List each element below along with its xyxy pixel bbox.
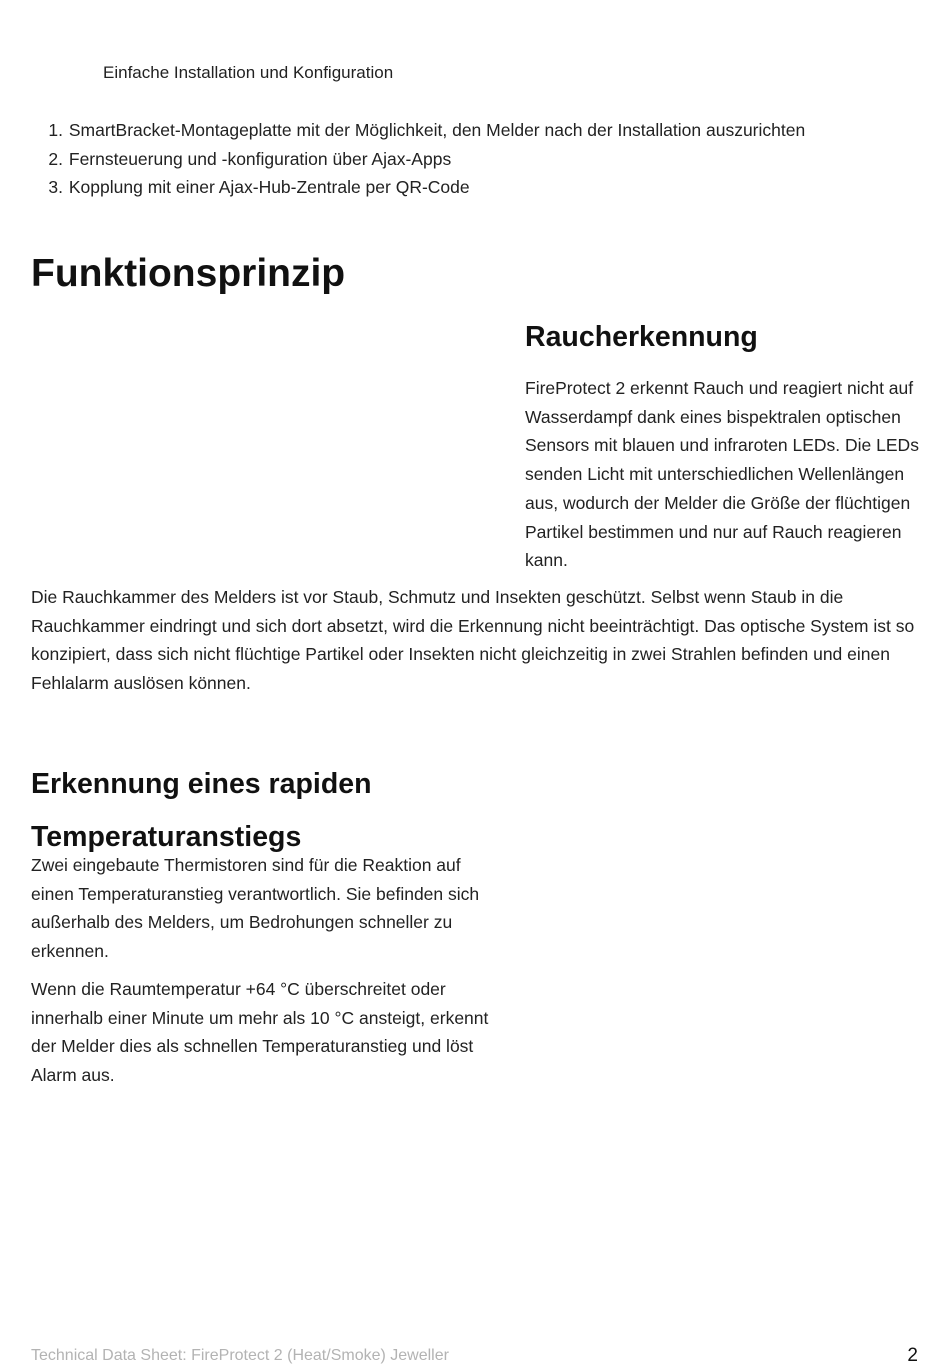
footer-document-title: Technical Data Sheet: FireProtect 2 (Heat/Smoke) Jeweller bbox=[31, 1347, 449, 1364]
list-item-number: 3. bbox=[48, 177, 63, 198]
list-item-text: SmartBracket-Montageplatte mit der Möglichkeit, den Melder nach der Installation auszurichten bbox=[68, 120, 806, 140]
section-title: Funktionsprinzip bbox=[31, 252, 346, 295]
list-item-text: Fernsteuerung und -konfiguration über Ajax-Apps bbox=[68, 148, 452, 169]
list-item-text: Kopplung mit einer Ajax-Hub-Zentrale per QR-Code bbox=[68, 177, 470, 198]
page-number: 2 bbox=[907, 1345, 918, 1366]
temperature-heading: Erkennung eines rapiden Temperaturanstiegs bbox=[31, 768, 372, 853]
intro-line: Einfache Installation und Konfiguration bbox=[103, 63, 394, 82]
smoke-detection-heading: Raucherkennung bbox=[525, 321, 758, 353]
temperature-paragraph-2: Wenn die Raumtemperatur +64 °C überschreitet oder innerhalb einer Minute um mehr als 10 °C ansteigt, erkennt der Melder dies als schnellen Temperaturanstieg und löst Alarm aus. bbox=[31, 979, 489, 1086]
list-item-number: 1. bbox=[48, 120, 63, 140]
feature-list bbox=[32, 116, 912, 202]
list-item bbox=[32, 145, 912, 174]
list-item-number: 2. bbox=[48, 148, 63, 169]
smoke-detection-paragraph: FireProtect 2 erkennt Rauch und reagiert nicht auf Wasserdampf dank eines bispektralen optischen Sensors mit blauen und infraroten LEDs. Die LEDs senden Licht mit unterschiedlichen Wellenlängen aus, wodurch der Melder die Größe der flüchtigen Partikel bestimmen und nur auf Rauch reagieren kann. bbox=[525, 378, 919, 571]
list-item bbox=[32, 116, 912, 145]
list-item bbox=[32, 173, 912, 202]
temperature-paragraph-1: Zwei eingebaute Thermistoren sind für die Reaktion auf einen Temperaturanstieg verantwortlich. Sie befinden sich außerhalb des Melders, um Bedrohungen schneller zu erkennen. bbox=[31, 855, 480, 962]
smoke-chamber-paragraph: Die Rauchkammer des Melders ist vor Staub, Schmutz und Insekten geschützt. Selbst wenn Staub in die Rauchkammer eindringt und sich dort absetzt, wird die Erkennung nicht beeinträchtigt. Das optische System ist so konzipiert, dass sich nicht flüchtige Partikel oder Insekten nicht gleichzeitig in zwei Strahlen befinden und einen Fehlalarm auslösen können. bbox=[31, 587, 915, 694]
